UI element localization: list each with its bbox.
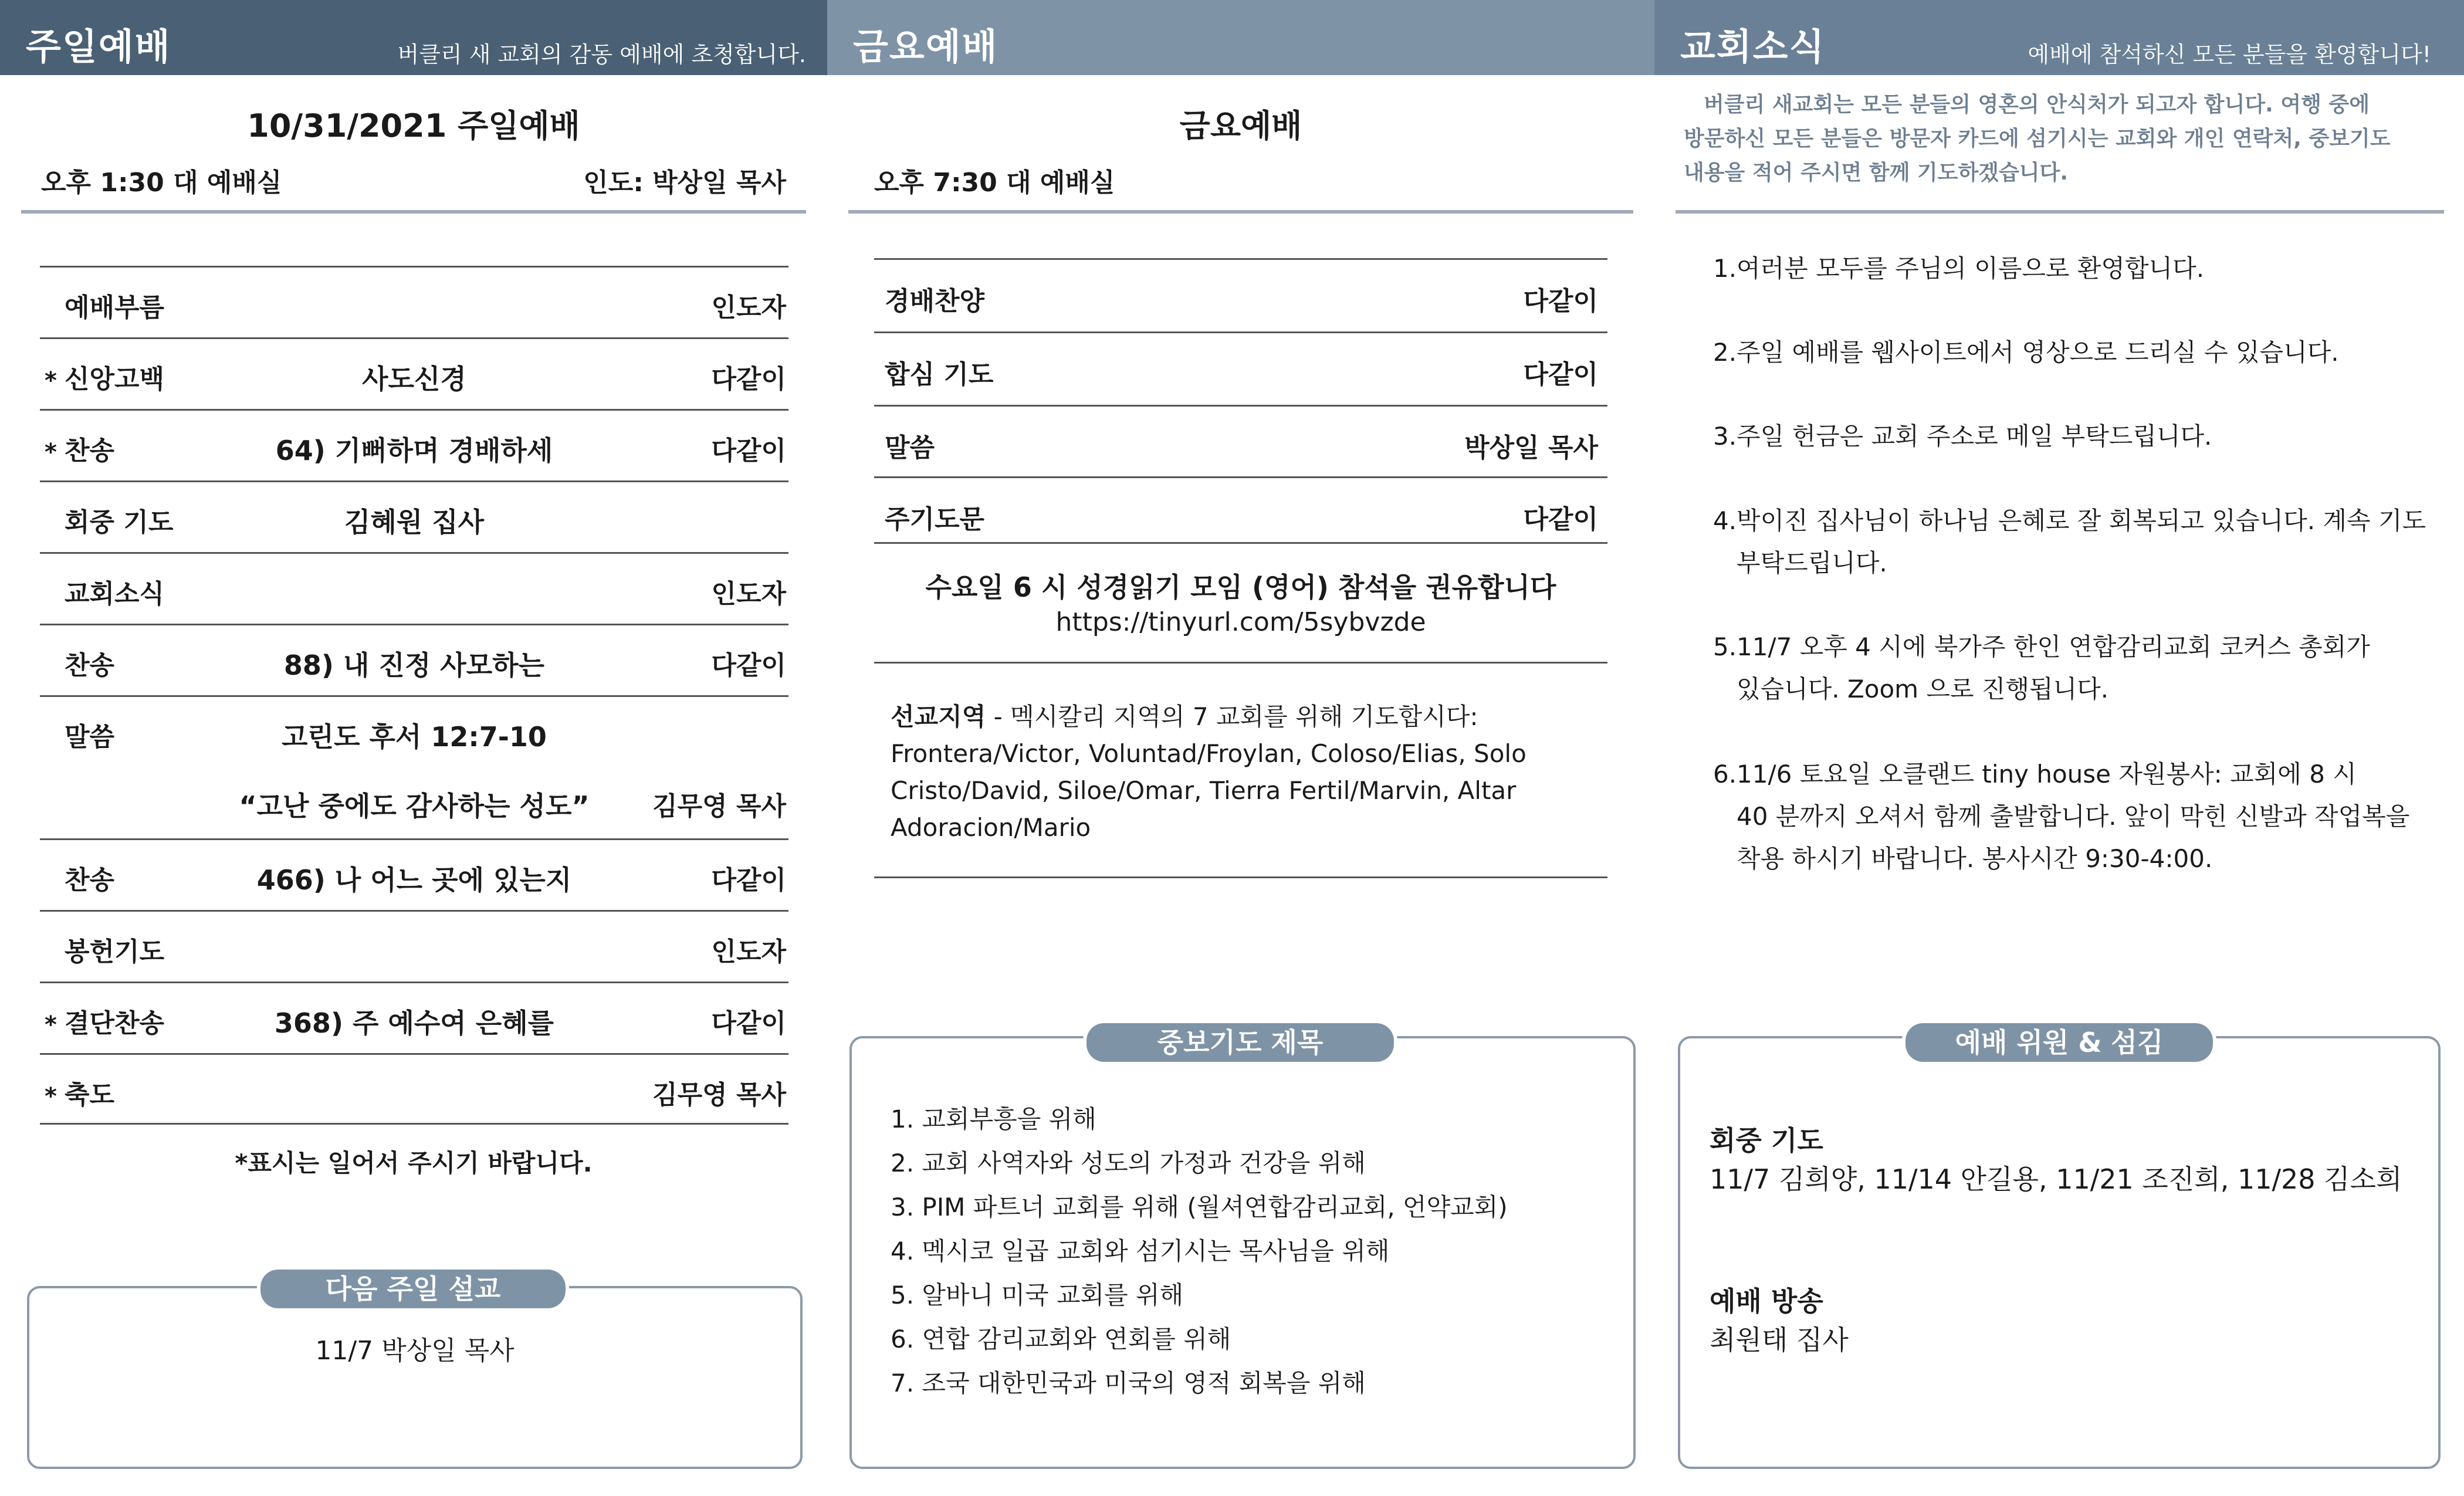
wednesday-url[interactable]: https://tinyurl.com/5sybvzde	[1055, 607, 1426, 637]
order-row-sermon: 말씀 고린도 후서 12:7-10 “고난 중에도 감사하는 성도” 김무영 목사	[40, 695, 788, 838]
friday-worship-panel	[827, 0, 1654, 1496]
sermon-preacher: 김무영 목사	[652, 791, 786, 821]
worship-staff-label: 예배 위원 & 섬김	[1905, 1023, 2213, 1062]
mission-block	[891, 698, 1618, 846]
sunday-header-subtitle: 버클리 새 교회의 감동 예배에 초청합니다.	[397, 42, 806, 67]
worship-staff-box	[1678, 1036, 2441, 1469]
news-item: 2. 주일 예배를 웹사이트에서 영상으로 드리실 수 있습니다.	[1713, 338, 2339, 367]
order-row: * 신앙고백 사도신경 다같이	[40, 337, 788, 409]
news-item: 6. 11/6 토요일 오클랜드 tiny house 자원봉사: 교회에 8 시 40 분까지 오셔서 함께 출발합니다. 앞이 막힌 신발과 작업복을 착용 하시기 바랍니다. 봉사시간 9:30-4:00.	[1713, 760, 2410, 873]
news-intro-divider	[1676, 210, 2444, 214]
mission-text: - 멕시칼리 지역의 7 교회를 위해 기도합시다:	[986, 702, 1478, 731]
friday-time-place: 오후 7:30 대 예배실	[874, 168, 1115, 198]
news-header-title: 교회소식	[1680, 25, 1826, 68]
next-sermon-box	[27, 1286, 803, 1469]
next-sermon-value: 11/7 박상일 목사	[315, 1336, 515, 1366]
order-row: 예배부름 인도자	[40, 266, 788, 337]
news-item: 1. 여러분 모두를 주님의 이름으로 환영합니다.	[1713, 254, 2205, 283]
sunday-worship-panel	[0, 0, 827, 1496]
sermon-title: “고난 중에도 감사하는 성도”	[239, 790, 590, 822]
standing-note: *표시는 일어서 주시기 바랍니다.	[235, 1149, 593, 1177]
church-news-panel	[1654, 0, 2464, 1496]
order-row: 봉헌기도 인도자	[40, 910, 788, 981]
next-sermon-label: 다음 주일 설교	[260, 1270, 566, 1308]
sunday-header-title: 주일예배	[26, 25, 171, 68]
friday-order-row: 경배찬양 다같이	[874, 258, 1607, 330]
news-header	[1654, 0, 2464, 75]
sunday-date-title: 10/31/2021 주일예배	[247, 107, 580, 144]
mission-line: Cristo/David, Siloe/Omar, Tierra Fertil/Marvin, Altar	[891, 776, 1517, 805]
list-item: 6. 연합 감리교회와 연회를 위해	[891, 1325, 1231, 1353]
congregational-prayer-value: 11/7 김희양, 11/14 안길용, 11/21 조진희, 11/28 김소희	[1710, 1163, 2402, 1195]
section-divider	[874, 662, 1607, 664]
friday-title-divider	[848, 210, 1633, 214]
list-item: 3. PIM 파트너 교회를 위해 (월셔연합감리교회, 언약교회)	[891, 1193, 1508, 1221]
list-item: 1. 교회부흥을 위해	[891, 1105, 1096, 1133]
list-item: 2. 교회 사역자와 성도의 가정과 건강을 위해	[891, 1149, 1366, 1177]
prayer-topics-list	[891, 1097, 1508, 1405]
friday-header-title: 금요예배	[853, 25, 999, 68]
prayer-topics-label: 중보기도 제목	[1087, 1023, 1394, 1062]
news-item: 5. 11/7 오후 4 시에 북가주 한인 연합감리교회 코커스 총회가 있습니다. Zoom 으로 진행됩니다.	[1713, 632, 2370, 703]
news-item: 3. 주일 헌금은 교회 주소로 메일 부탁드립니다.	[1713, 422, 2212, 451]
list-item: 7. 조국 대한민국과 미국의 영적 회복을 위해	[891, 1369, 1366, 1397]
section-divider	[874, 876, 1607, 878]
friday-header	[827, 0, 1654, 75]
sunday-leader: 인도: 박상일 목사	[583, 168, 786, 198]
order-row: 회중 기도 김혜원 집사	[40, 480, 788, 552]
friday-order-row: 합심 기도 다같이	[874, 331, 1607, 403]
news-intro: 버클리 새교회는 모든 분들의 영혼의 안식처가 되고자 합니다. 여행 중에 방문하신 모든 분들은 방문자 카드에 섬기시는 교회와 개인 연락처, 중보기도 내용을 적어 주시면 함께 기도하겠습니다.	[1684, 93, 2391, 185]
list-item: 5. 알바니 미국 교회를 위해	[891, 1281, 1184, 1309]
news-item: 4. 박이진 집사님이 하나님 은혜로 잘 회복되고 있습니다. 계속 기도 부탁드립니다.	[1713, 506, 2426, 577]
order-row: * 축도 김무영 목사	[40, 1053, 788, 1125]
sunday-header	[0, 0, 827, 75]
list-item: 4. 멕시코 일곱 교회와 섬기시는 목사님을 위해	[891, 1237, 1390, 1265]
broadcast-value: 최원태 집사	[1710, 1324, 1849, 1356]
broadcast-heading: 예배 방송	[1710, 1285, 1823, 1317]
news-header-subtitle: 예배에 참석하신 모든 분들을 환영합니다!	[2028, 42, 2431, 67]
wednesday-notice: 수요일 6 시 성경읽기 모임 (영어) 참석을 권유합니다	[925, 571, 1556, 603]
mission-label: 선교지역	[891, 702, 986, 731]
order-row: * 결단찬송 368) 주 예수여 은혜를 다같이	[40, 981, 788, 1053]
congregational-prayer-heading: 회중 기도	[1710, 1125, 1823, 1156]
friday-order-row: 말씀 박상일 목사	[874, 405, 1607, 476]
order-row: 찬송 466) 나 어느 곳에 있는지 다같이	[40, 838, 788, 910]
order-row: * 찬송 64) 기뻐하며 경배하세 다같이	[40, 409, 788, 480]
mission-line: Adoracion/Mario	[891, 813, 1091, 842]
order-row: 찬송 88) 내 진정 사모하는 다같이	[40, 624, 788, 695]
mission-line: Frontera/Victor, Voluntad/Froylan, Coloso/Elias, Solo	[891, 739, 1527, 768]
order-row: 교회소식 인도자	[40, 552, 788, 624]
sunday-title-divider	[21, 210, 806, 214]
friday-order-row: 주기도문 다같이	[874, 476, 1607, 544]
sunday-time-place: 오후 1:30 대 예배실	[41, 168, 282, 198]
friday-title: 금요예배	[1179, 107, 1302, 144]
